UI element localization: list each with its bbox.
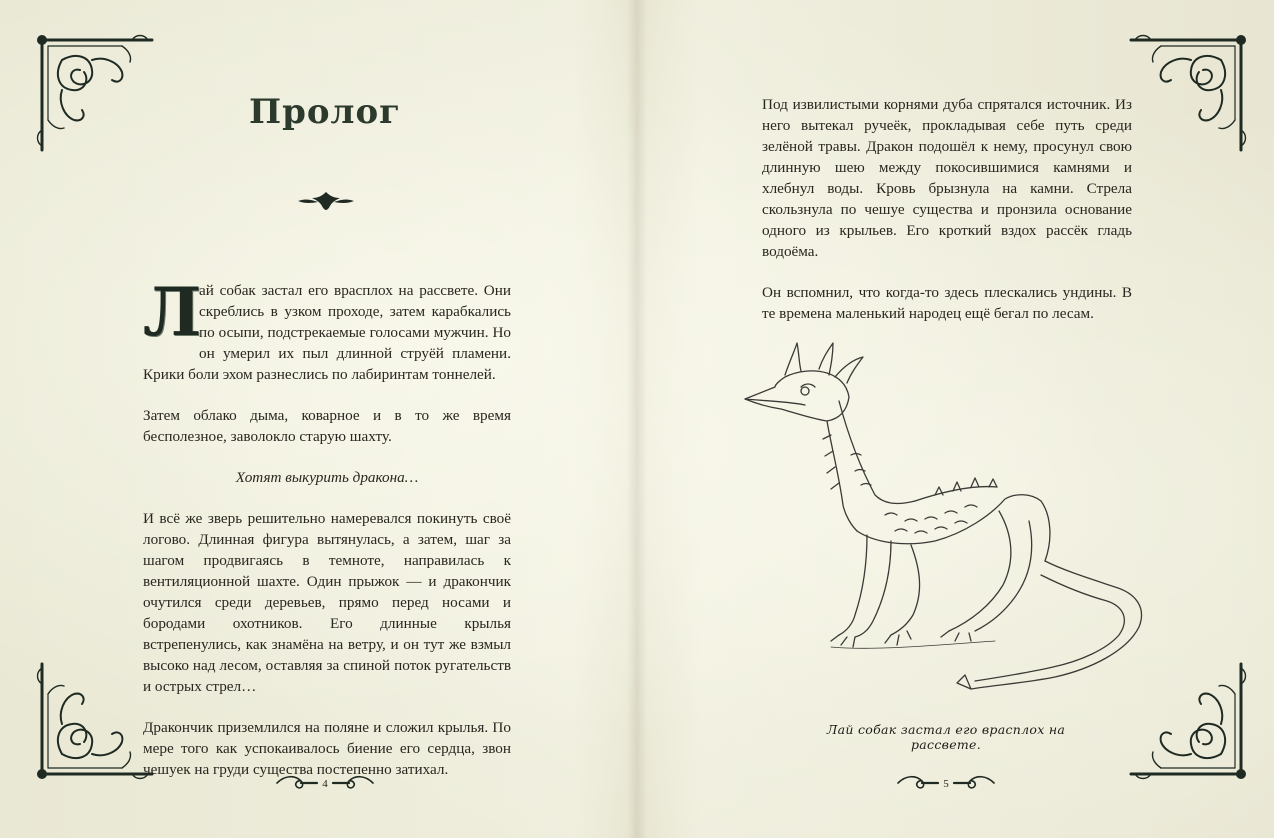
page-folio: [275, 770, 375, 796]
paragraph: [143, 273, 511, 385]
paragraph: И всё же зверь решительно намеревался покинуть своё логово. Длинная фигура вытянулась, а затем, шаг за шагом продвигаясь в темноте, направилась к вентиляционной шахте. Один прыжок — и дракончик очутился среди деревьев, прямо перед носами и бородами охотников. Его длинные крылья встрепенулись, как знамёна на ветру, и он тут же взмыл высоко над лесом, оставляя за спиной поток ругательств и острых стрел…: [143, 510, 511, 695]
page-folio: [896, 770, 996, 796]
paragraph: Дракончик приземлился на поляне и сложил крылья. По мере того как успокаивалось биение его сердца, звон чешуек на груди существа постепенно затихал.: [143, 719, 511, 778]
right-page-text: [762, 94, 1132, 344]
page-number: 5: [943, 778, 949, 790]
paragraph: Затем облако дыма, коварное и в то же время бесполезное, заволокло старую шахту.: [143, 407, 511, 445]
paragraph: Он вспомнил, что когда-то здесь плескались ундины. В те времена маленький народец ещё бегал по лесам.: [762, 284, 1132, 322]
paragraph-text: ай собак застал его врасплох на рассвете. Они скреблись в узком проходе, затем карабкались по осыпи, подстрекаемые голосами мужчин. Но он умерил их пыл длинной струёй пламени. Крики боли эхом разнеслись по лабиринтам тоннелей.: [143, 282, 511, 383]
dragon-illustration: [735, 335, 1155, 705]
fleuron-icon: [296, 188, 356, 214]
illustration-caption: Лай собак застал его врасплох на рассвете.: [826, 722, 1066, 752]
paragraph: Под извилистыми корнями дуба спрятался источник. Из него вытекал ручеёк, прокладывая себе путь среди зелёной травы. Дракон подошёл к нему, просунул свою длинную шею между покосившимися камнями и хлебнул воды. Кровь брызнула на камни. Стрела скользнула по чешуе существа и пронзила основание одного из крыльев. Его кроткий вздох рассёк гладь водоёма.: [762, 96, 1132, 260]
flourish-corner-icon: [1121, 30, 1251, 160]
flourish-corner-icon: [32, 30, 162, 160]
chapter-title: Пролог: [248, 92, 402, 132]
drop-cap: Л: [143, 273, 202, 351]
page-number: 4: [322, 778, 328, 790]
italic-thought: Хотят выкурить дракона…: [235, 469, 419, 486]
left-page-text: [143, 273, 511, 800]
